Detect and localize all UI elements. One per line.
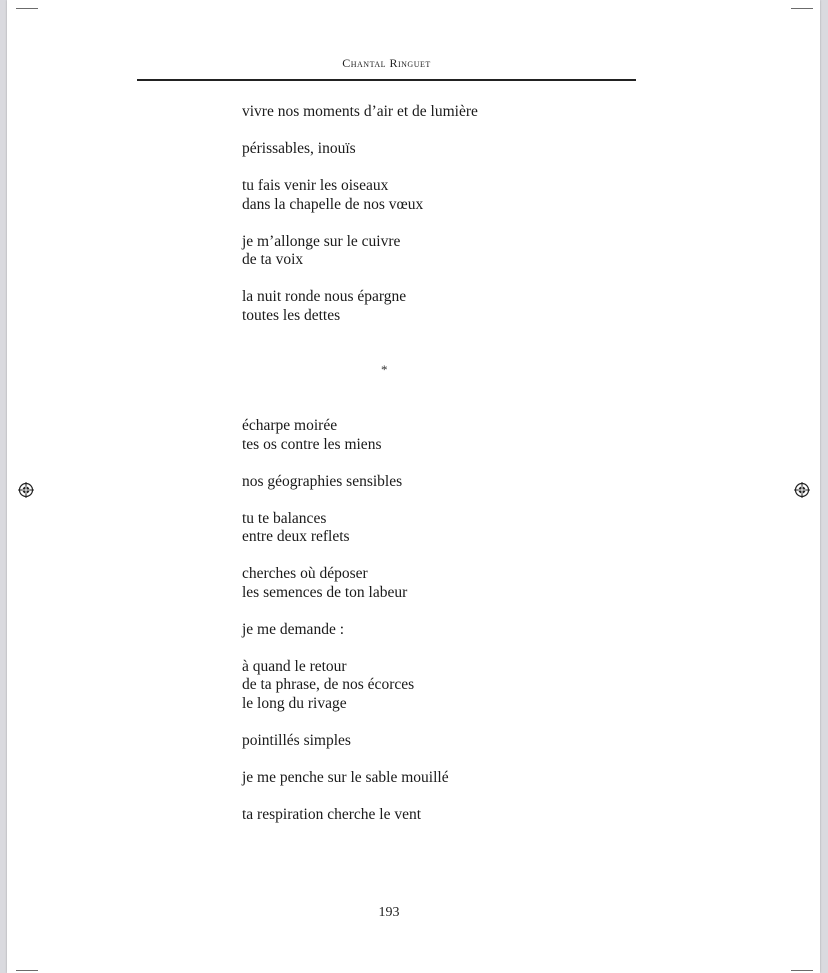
stanza xyxy=(242,140,478,159)
registration-mark-left-icon xyxy=(18,482,34,498)
poem-line: cherches où déposer xyxy=(242,565,368,582)
book-page xyxy=(7,0,820,973)
poem-line: entre deux reflets xyxy=(242,528,350,545)
poem-line: je m’allonge sur le cuivre xyxy=(242,232,401,250)
poem-line: les semences de ton labeur xyxy=(242,583,408,601)
poem-line: tu fais venir les oiseaux xyxy=(242,177,389,194)
stanza xyxy=(242,417,449,454)
poem-line: je me penche sur le sable mouillé xyxy=(242,768,449,786)
header-rule xyxy=(137,79,636,81)
poem-section-one xyxy=(242,103,478,325)
stanza xyxy=(242,510,449,547)
stanza xyxy=(242,621,449,640)
poem-line: la nuit ronde nous épargne xyxy=(242,288,407,305)
registration-mark-right-icon xyxy=(794,482,810,498)
stanza xyxy=(242,473,449,492)
poem-line: pointillés simples xyxy=(242,731,351,749)
poem-line: tes os contre les miens xyxy=(242,435,382,453)
crop-mark-bottom-right xyxy=(791,970,813,971)
stanza xyxy=(242,288,478,325)
stanza xyxy=(242,233,478,270)
poem-line: écharpe moirée xyxy=(242,417,338,434)
running-header-author: Chantal Ringuet xyxy=(342,56,431,70)
poem-line: à quand le retour xyxy=(242,657,347,675)
poem-line: périssables, inouïs xyxy=(242,140,356,157)
poem-line: vivre nos moments d’air et de lumière xyxy=(242,103,478,120)
poem-line: tu te balances xyxy=(242,509,327,527)
poem-line: nos géographies sensibles xyxy=(242,472,403,490)
stanza xyxy=(242,177,478,214)
poem-section-two xyxy=(242,417,449,824)
poem-line: de ta voix xyxy=(242,251,304,268)
page-number: 193 xyxy=(378,905,400,920)
poem-line: le long du rivage xyxy=(242,694,347,712)
stanza xyxy=(242,103,478,122)
crop-mark-top-left xyxy=(16,8,38,9)
poem-line: je me demande : xyxy=(242,620,344,638)
stanza xyxy=(242,565,449,602)
poem-line: toutes les dettes xyxy=(242,306,341,324)
stanza xyxy=(242,658,449,714)
stanza xyxy=(242,732,449,751)
section-separator: * xyxy=(381,362,388,377)
poem-line: de ta phrase, de nos écorces xyxy=(242,676,415,693)
poem-line: ta respiration cherche le vent xyxy=(242,805,422,823)
stanza xyxy=(242,806,449,825)
crop-mark-top-right xyxy=(791,8,813,9)
crop-mark-bottom-left xyxy=(16,970,38,971)
stanza xyxy=(242,769,449,788)
poem-line: dans la chapelle de nos vœux xyxy=(242,195,424,213)
